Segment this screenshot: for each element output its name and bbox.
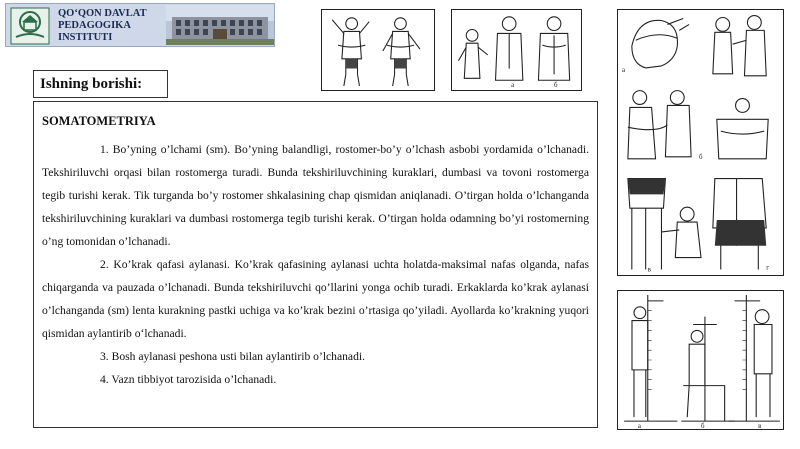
- body-measurements-drawing: [618, 10, 783, 275]
- figure-label: в: [758, 423, 762, 429]
- torso-measurement-drawing: [452, 10, 581, 90]
- institute-name-line: PEDAGOGIKA: [58, 20, 131, 31]
- figure-label: a: [511, 82, 515, 90]
- institute-header-banner: [5, 3, 275, 47]
- institute-name: [58, 8, 166, 44]
- figure-label: б: [700, 423, 705, 429]
- figure-label: a: [621, 66, 626, 74]
- institute-name-line: INSTITUTI: [58, 32, 113, 43]
- illustration-stadiometer-d: [617, 290, 784, 430]
- content-title: SOMATOMETRIYA: [42, 114, 156, 128]
- figure-label: г: [766, 264, 770, 272]
- institute-name-line: QO‘QON DAVLAT: [58, 8, 147, 19]
- content-box: [33, 101, 598, 428]
- paragraph-weight: 4. Vazn tibbiyot tarozisida o’lchanadi.: [100, 373, 277, 386]
- paragraph-head: 3. Bosh aylanasi peshona usti bilan aylantirib o’lchanadi.: [100, 350, 365, 363]
- illustration-body-measurements-c: [617, 9, 784, 276]
- institute-emblem-icon: [10, 7, 50, 45]
- paragraph-height: 1. Bo’yning o’lchami (sm). Bo’yning balandligi, rostomer-bo’y o’lchash asbobi yordamida o’lchanadi. Tekshiriluvchi orqasi bilan rostomerga turadi. Bunda tekshiriluvchining kuraklari, dumbasi va tovoni rostomerga tegib turishi kerak. Tik turganda bo’y rostomer shkalasining chap qismidan aniqlanadi. O’tirgan holda o’lchanganda tekshiriluvchining kuraklari va dumbasi rostomerga tegib turishi kerak. O’tirgan holda odamning bo’yi rostomerning o’ng tomonidan o’lchanadi.: [42, 143, 589, 248]
- paragraph-chest: 2. Ko’krak qafasi aylanasi. Ko’krak qafasining aylanasi uchta holatda-maksimal nafas olganda, nafas chiqarganda va pauzada o’lchanadi. Bunda tekshiriluvchi qo’llarini yonga ochib turadi. Erkaklarda ko’krak aylanasi o’lchanganda (sm) lenta kurakning pastki uchiga va ko’krak bezini o’rtasiga qo’yiladi. Ayollarda ko’krakning yuqori qismidan aylantirib o‘lchanadi.: [42, 258, 589, 340]
- figure-label: б: [554, 82, 558, 90]
- section-label: Ishning borishi:: [33, 70, 168, 98]
- institute-building-photo: [166, 5, 274, 45]
- stadiometer-drawing: [618, 291, 783, 429]
- illustration-torso-measurement-b: [451, 9, 582, 91]
- figure-label: б: [699, 153, 703, 161]
- illustration-chest-measurement-a: [321, 9, 435, 91]
- figure-label: a: [637, 423, 641, 429]
- figure-label: в: [647, 266, 651, 274]
- chest-measurement-drawing: [322, 10, 434, 90]
